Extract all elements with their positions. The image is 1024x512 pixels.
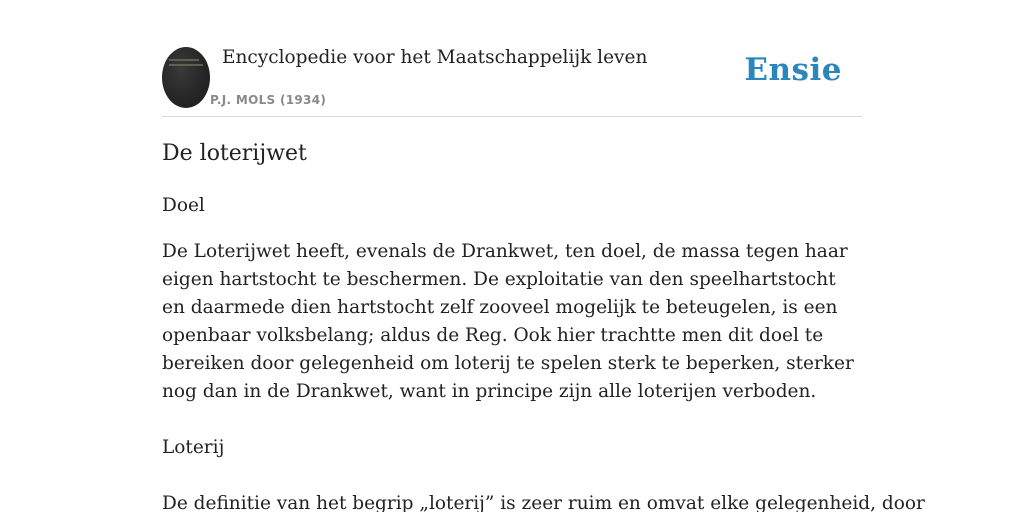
paragraph-loterij: De definitie van het begrip „loterij” is zeer ruim en omvat elke gelegenheid, door <box>162 493 925 512</box>
article-title: De loterijwet <box>162 141 307 166</box>
book-title[interactable]: Encyclopedie voor het Maatschappelijk leven <box>222 47 648 68</box>
paragraph-doel: De Loterijwet heeft, evenals de Drankwet, ten doel, de massa tegen haar eigen hartstocht te beschermen. De exploitatie van den speelhartstocht en daarmede dien hartstocht zelf zooveel mogelijk te beteugelen, is een openbaar volksbelang; aldus de Reg. Ook hier trachtte men dit doel te bereiken door gelegenheid om loterij te spelen sterk te beperken, sterker nog dan in de Drankwet, want in principe zijn alle loterijen verboden. <box>162 241 854 402</box>
book-author: P.J. MOLS (1934) <box>210 93 327 107</box>
section-heading-doel: Doel <box>162 195 205 216</box>
article-content <box>162 136 925 512</box>
ensie-logo[interactable]: Ensie <box>744 52 842 88</box>
section-heading-loterij: Loterij <box>162 437 225 458</box>
site-header <box>162 46 862 117</box>
book-cover-image[interactable] <box>162 47 210 108</box>
